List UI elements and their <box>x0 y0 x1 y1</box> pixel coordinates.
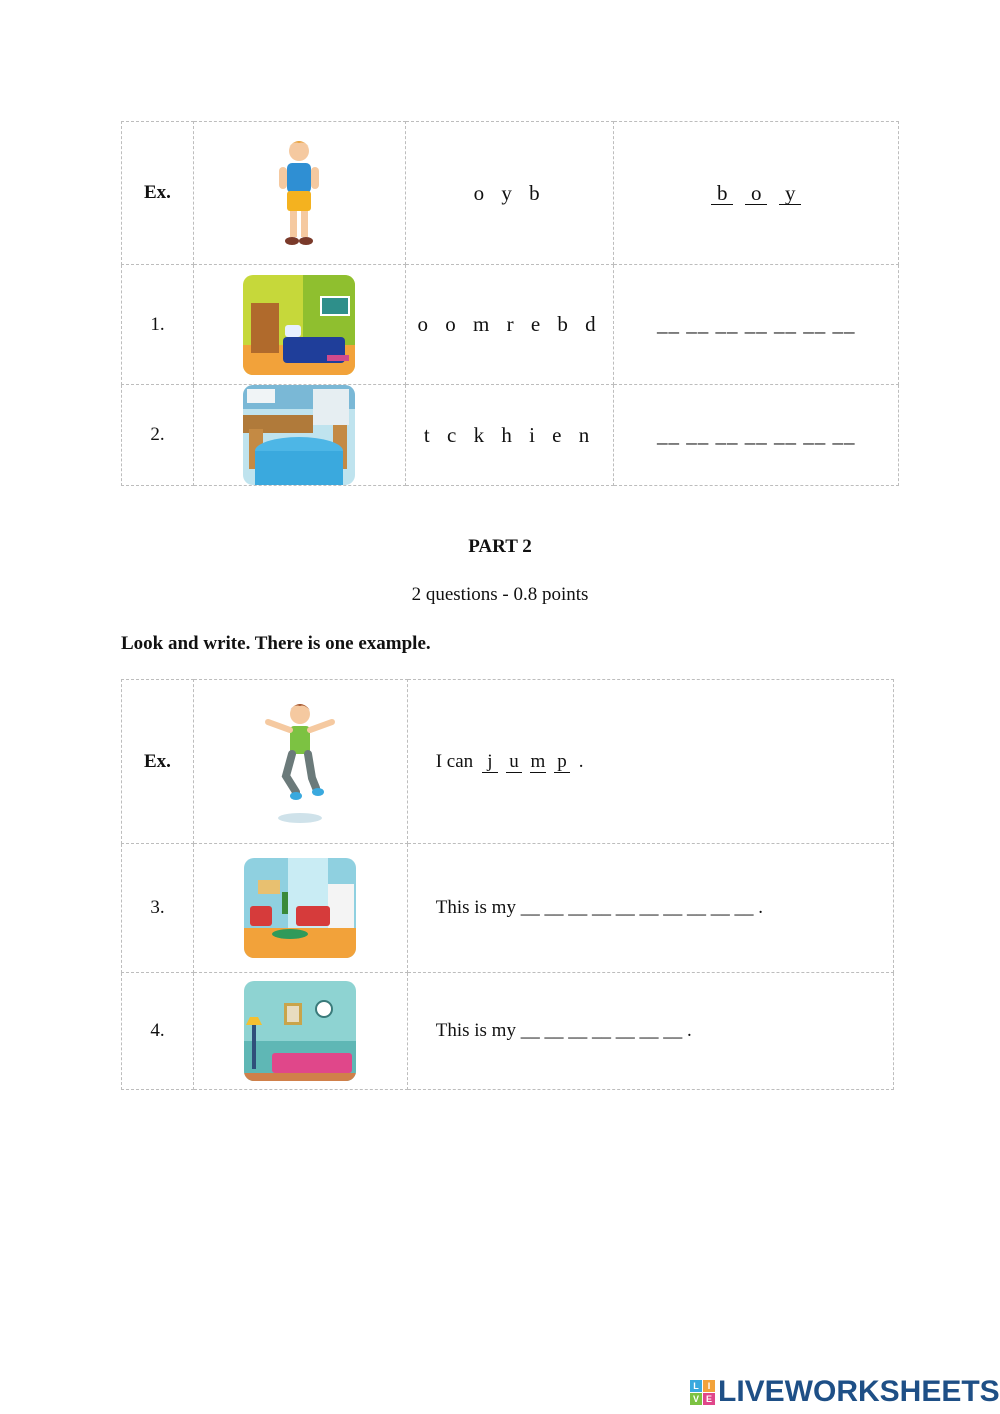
image-cell <box>193 122 405 265</box>
table-row <box>122 265 899 385</box>
row-number: 2. <box>122 385 194 486</box>
scrambled-word: t c k h i e n <box>405 385 614 486</box>
sentence-prefix: I can <box>435 750 474 772</box>
example-sentence <box>407 680 893 844</box>
instruction: Look and write. There is one example. <box>121 633 431 654</box>
table-row <box>122 844 894 973</box>
kitchen-illustration <box>243 385 355 485</box>
image-cell <box>193 844 407 973</box>
logo-mark-letter: E <box>703 1393 715 1405</box>
answer-letter: m <box>530 750 546 772</box>
table-row <box>122 385 899 486</box>
answer-blank-line[interactable]: __ __ __ __ __ __ __ <box>656 312 856 336</box>
logo-mark-icon <box>690 1380 714 1404</box>
row-number: Ex. <box>122 680 194 844</box>
boy-illustration <box>269 137 329 249</box>
answer-letter: y <box>779 182 801 205</box>
bedroom-illustration <box>243 275 355 375</box>
liveworksheets-logo <box>690 1372 1000 1412</box>
row-number: 1. <box>122 265 194 385</box>
image-cell <box>193 973 407 1090</box>
image-cell <box>193 265 405 385</box>
answer-blanks[interactable] <box>614 265 899 385</box>
scrambled-word: o y b <box>405 122 614 265</box>
answer-letter: u <box>506 752 522 773</box>
sentence-suffix: . <box>578 750 584 772</box>
row-number: 3. <box>122 844 194 973</box>
table-row <box>122 122 899 265</box>
logo-mark-letter: L <box>690 1380 702 1392</box>
answer-blank-line[interactable]: __ __ __ __ __ __ __ <box>656 422 856 447</box>
answer-blanks[interactable] <box>614 385 899 486</box>
example-answer <box>614 122 899 265</box>
table-row <box>122 973 894 1090</box>
logo-mark-letter: I <box>703 1380 715 1392</box>
logo-text: LIVEWORKSHEETS <box>718 1375 1000 1408</box>
answer-letter: p <box>554 752 570 773</box>
table-row <box>122 680 894 844</box>
jumping-boy-illustration <box>260 698 340 826</box>
question-sentence[interactable]: This is my __ __ __ __ __ __ __ . <box>407 973 893 1090</box>
logo-mark-letter: V <box>690 1393 702 1405</box>
row-number: Ex. <box>122 122 194 265</box>
image-cell <box>193 385 405 486</box>
part-subtitle: 2 questions - 0.8 points <box>411 584 589 605</box>
answer-letter: j <box>482 752 498 773</box>
image-cell <box>193 680 407 844</box>
scrambled-word: o o m r e b d <box>405 265 614 385</box>
answer-letter: b <box>711 182 733 205</box>
living-room-illustration <box>244 858 356 958</box>
part1-table <box>121 121 899 486</box>
bedroom-illustration <box>244 981 356 1081</box>
part-title: PART 2 <box>468 536 532 557</box>
row-number: 4. <box>122 973 194 1090</box>
part2-table <box>121 679 894 1090</box>
question-sentence[interactable]: This is my __ __ __ __ __ __ __ __ __ __ . <box>407 844 893 973</box>
answer-letter: o <box>745 182 767 205</box>
